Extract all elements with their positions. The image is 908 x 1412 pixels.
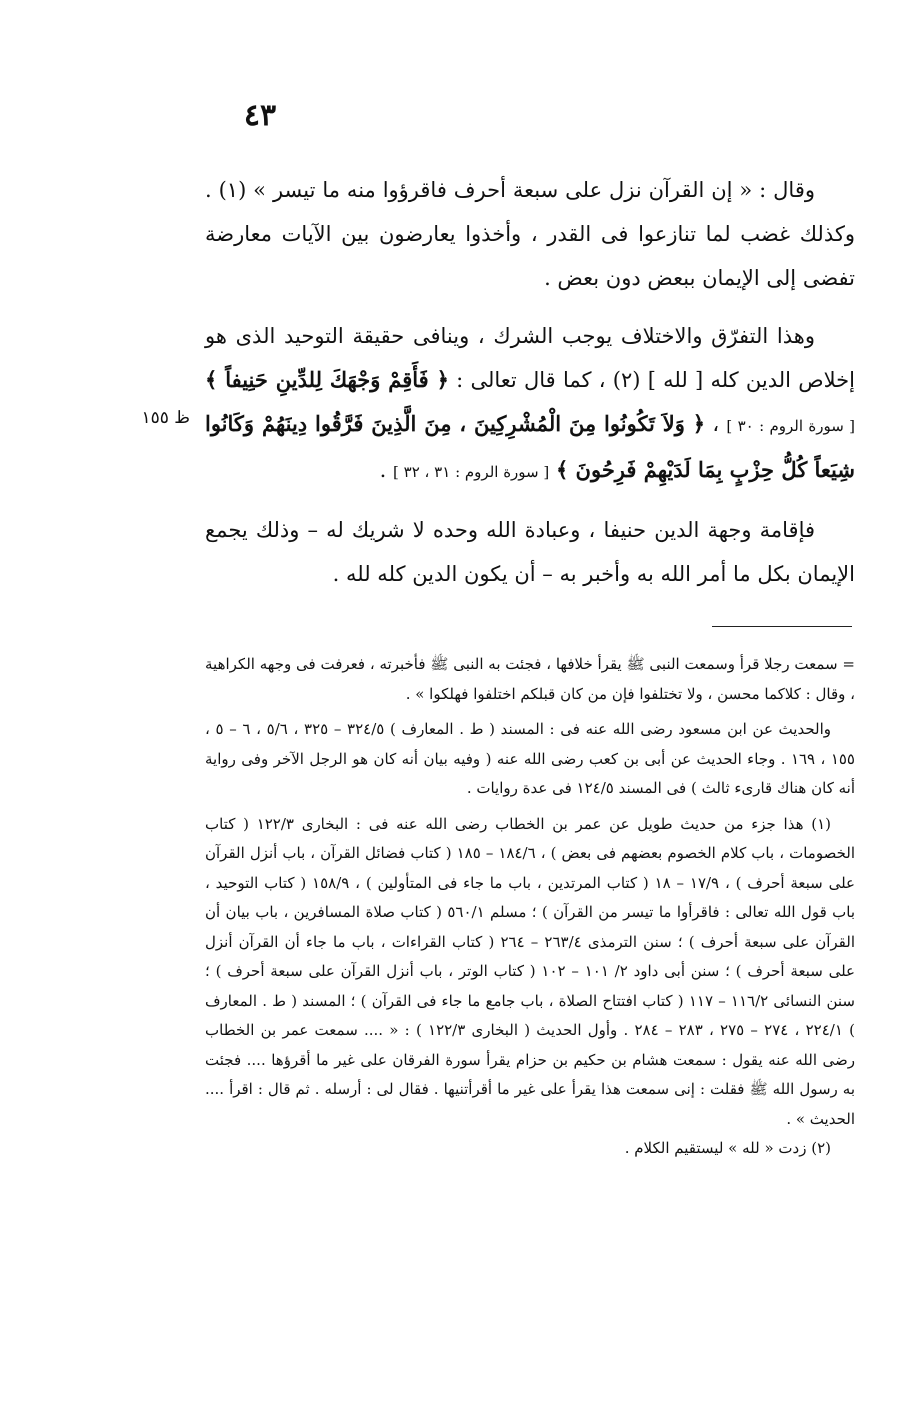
footnote-hadith-sources: والحديث عن ابن مسعود رضى الله عنه فى : المسند ( ط . المعارف ) ٣٢٤/٥ – ٣٢٥ ، ٥/٦ ، ٦ – ٥ ، ١٥٥ ، ١٦٩ . وجاء الحديث عن أبى بن كعب رضى الله عنه ( وفيه بيان أنه كان هو الرجل الآخر وفى رواية أنه كان هناك قارىء ثالث ) فى المسند ١٢٤/٥ فى عدة روايات . [205, 720, 855, 797]
page-number: ٤٣ [243, 98, 277, 133]
footnote-1: (١) هذا جزء من حديث طويل عن عمر بن الخطاب رضى الله عنه فى : البخارى ١٢٢/٣ ( كتاب الخصومات ، باب كلام الخصوم بعضهم فى بعض ) ، ١٨٤/٦ – ١٨٥ ( كتاب فضائل القرآن ، باب أنزل القرآن على سبعة أحرف ) ، ١٧/٩ – ١٨ ( كتاب المرتدين ، باب ما جاء فى المتأولين ) ، ١٥٨/٩ ( كتاب التوحيد ، باب قول الله تعالى : فاقرأوا ما تيسر من القرآن ) ؛ مسلم ٥٦٠/١ ( كتاب صلاة المسافرين ، باب بيان أن القرآن على سبعة أحرف ) ؛ سنن الترمذى ٢٦٣/٤ – ٢٦٤ ( كتاب القراءات ، باب ما جاء أن القرآن أنزل على سبعة أحرف ) ؛ سنن أبى داود ٢/ ١٠١ – ١٠٢ ( كتاب الوتر ، باب أنزل القرآن على سبعة أحرف ) ؛ سنن النسائى ١١٦/٢ – ١١٧ ( كتاب افتتاح الصلاة ، باب جامع ما جاء فى القرآن ) ؛ المسند ( ط . المعارف ) ٢٢٤/١ ، ٢٧٤ – ٢٧٥ ، ٢٨٣ – ٢٨٤ . وأول الحديث ( البخارى ١٢٢/٣ ) : « .... سمعت عمر بن الخطاب رضى الله عنه يقول : سمعت هشام بن حكيم بن حزام يقرأ سورة الفرقان على غير ما أقرؤها .... فجئت به رسول الله ﷺ فقلت : إنى سمعت هذا يقرأ على غير ما أقرأتنيها . فقال لى : أرسله . ثم قال : اقرأ .... الحديث » . [205, 814, 856, 1128]
quran-verse-2: ﴿ وَلاَ تَكُونُوا مِنَ الْمُشْرِكِينَ ، مِنَ الَّذِينَ فَرَّقُوا دِينَهُمْ وَكَانُوا شِيَعاً كُلُّ حِزْبٍ بِمَا لَدَيْهِمْ فَرِحُونَ ﴾ [205, 411, 855, 482]
main-text [205, 168, 855, 596]
paragraph-2-end: . [379, 458, 387, 482]
footnote-separator [712, 626, 852, 627]
footnote-continuation: = سمعت رجلا قرأ وسمعت النبى ﷺ يقرأ خلافها ، فجئت به النبى ﷺ فأخبرته ، فعرفت فى وجهه الكراهية ، وقال : كلاكما محسن ، ولا تختلفوا فإن من كان قبلكم اختلفوا فهلكوا » . [205, 655, 855, 703]
footnotes [205, 650, 855, 1164]
verse-reference-2: [ سورة الروم : ٣١ ، ٣٢ ] [393, 463, 550, 481]
paragraph-3: فإقامة وجهة الدين حنيفا ، وعبادة الله وحده لا شريك له – وذلك يجمع الإيمان بكل ما أمر الله به وأخبر به – أن يكون الدين كله لله . [205, 518, 855, 586]
paragraph-2 [205, 314, 855, 494]
verse-reference-1: [ سورة الروم : ٣٠ ] [726, 417, 855, 435]
paragraph-2-mid: ، [712, 412, 720, 436]
paragraph-1: وقال : « إن القرآن نزل على سبعة أحرف فاقرؤوا منه ما تيسر » (١) . وكذلك غضب لما تنازعوا فى القدر ، وأخذوا يعارضون بين الآيات معارضة تفضى إلى الإيمان ببعض دون بعض . [205, 178, 855, 290]
footnote-2: (٢) زدت « لله » ليستقيم الكلام . [624, 1139, 831, 1157]
quran-verse-1: ﴿ فَأَقِمْ وَجْهَكَ لِلدِّينِ حَنِيفاً ﴾ [205, 367, 449, 392]
paragraph-2-start: وهذا التفرّق والاختلاف يوجب الشرك ، وينافى حقيقة التوحيد الذى هو إخلاص الدين كله [ لله ] (٢) ، كما قال تعالى : [205, 324, 855, 392]
manuscript-folio-note: ظ ١٥٥ [141, 408, 190, 428]
